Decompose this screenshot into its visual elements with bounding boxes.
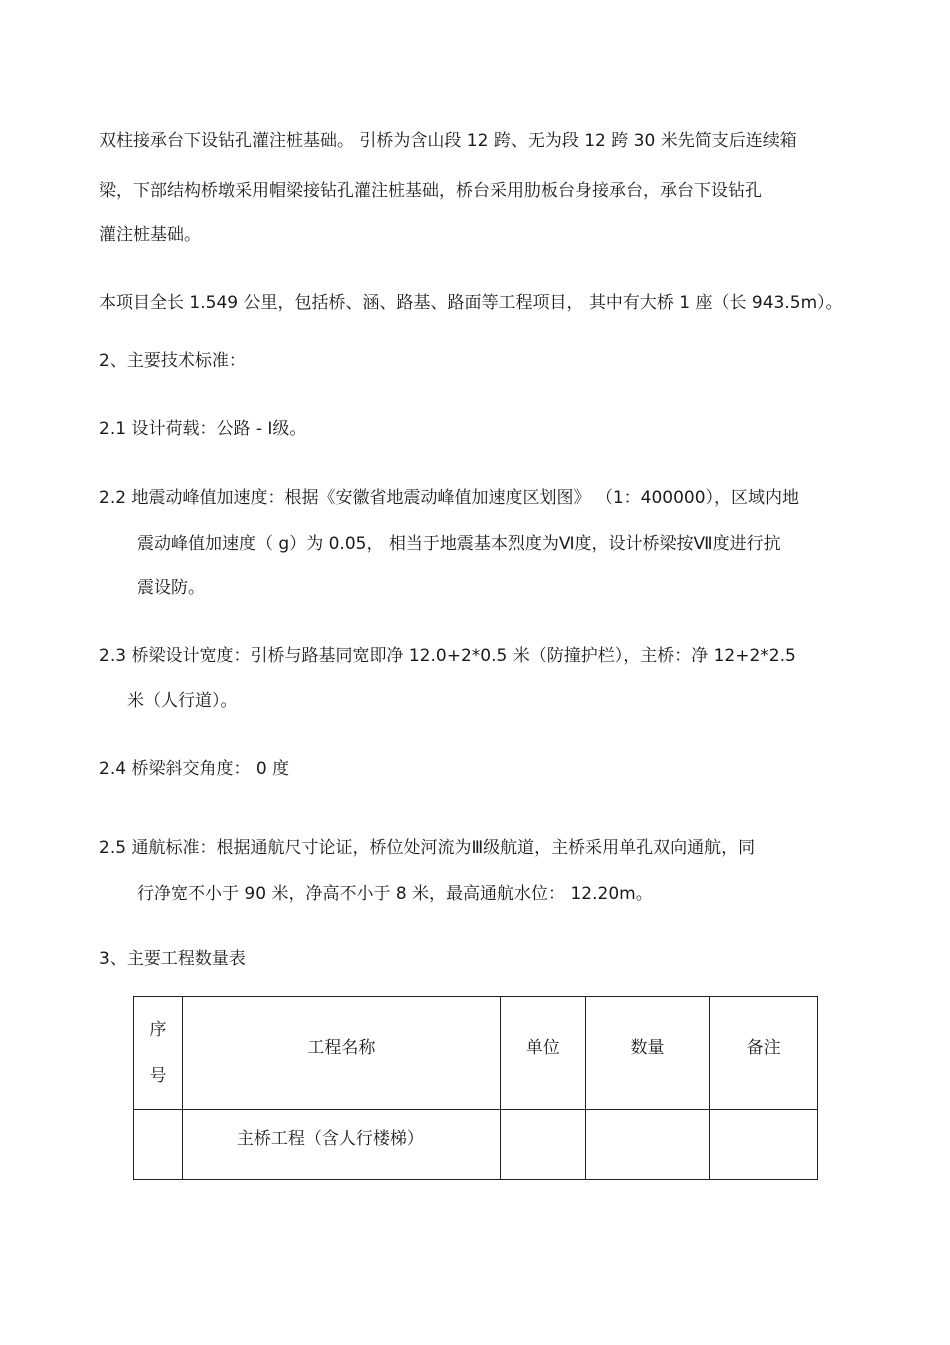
table-header-row xyxy=(134,997,818,1110)
header-no-line-1: 序 xyxy=(149,1020,167,1040)
section-2-2-line-1: 2.2 地震动峰值加速度：根据《安徽省地震动峰值加速度区划图》 （1：400000），区域内地 xyxy=(99,488,800,508)
cell-no xyxy=(134,1110,183,1180)
section-2-1: 2.1 设计荷载：公路 - Ⅰ级。 xyxy=(99,419,307,439)
section-2-2-line-3: 震设防。 xyxy=(137,578,205,598)
section-2-2-line-2: 震动峰值加速度（ g）为 0.05， 相当于地震基本烈度为Ⅵ度，设计桥梁按Ⅶ度进行抗 xyxy=(137,534,781,554)
section-2-3-line-2: 米（人行道）。 xyxy=(127,691,238,711)
section-2-4: 2.4 桥梁斜交角度： 0 度 xyxy=(99,759,290,779)
header-name: 工程名称 xyxy=(182,997,500,1110)
header-no xyxy=(134,997,183,1110)
cell-qty xyxy=(585,1110,710,1180)
cell-name: 主桥工程（含人行楼梯） xyxy=(182,1110,500,1180)
header-qty: 数量 xyxy=(585,997,710,1110)
heading-3: 3、主要工程数量表 xyxy=(99,949,246,969)
heading-2: 2、主要技术标准： xyxy=(99,351,246,371)
section-2-5-line-2: 行净宽不小于 90 米，净高不小于 8 米，最高通航水位： 12.20m。 xyxy=(137,884,653,904)
para-2: 本项目全长 1.549 公里，包括桥、涵、路基、路面等工程项目， 其中有大桥 1 座（长 943.5m）。 xyxy=(99,293,843,313)
header-no-line-2: 号 xyxy=(149,1066,167,1086)
quantity-table xyxy=(133,996,818,1180)
table-row xyxy=(134,1110,818,1180)
header-note: 备注 xyxy=(710,997,818,1110)
cell-unit xyxy=(500,1110,585,1180)
header-unit: 单位 xyxy=(500,997,585,1110)
section-2-5-line-1: 2.5 通航标准：根据通航尺寸论证，桥位处河流为Ⅲ级航道，主桥采用单孔双向通航，同 xyxy=(99,838,756,858)
para-1-line-1: 双柱接承台下设钻孔灌注桩基础。 引桥为含山段 12 跨、无为段 12 跨 30 米先简支后连续箱 xyxy=(99,131,797,151)
cell-note xyxy=(710,1110,818,1180)
section-2-3-line-1: 2.3 桥梁设计宽度：引桥与路基同宽即净 12.0+2*0.5 米（防撞护栏），主桥：净 12+2*2.5 xyxy=(99,646,796,666)
para-1-line-2: 梁，下部结构桥墩采用帽梁接钻孔灌注桩基础，桥台采用肋板台身接承台，承台下设钻孔 xyxy=(99,181,762,201)
para-1-line-3: 灌注桩基础。 xyxy=(99,225,201,245)
